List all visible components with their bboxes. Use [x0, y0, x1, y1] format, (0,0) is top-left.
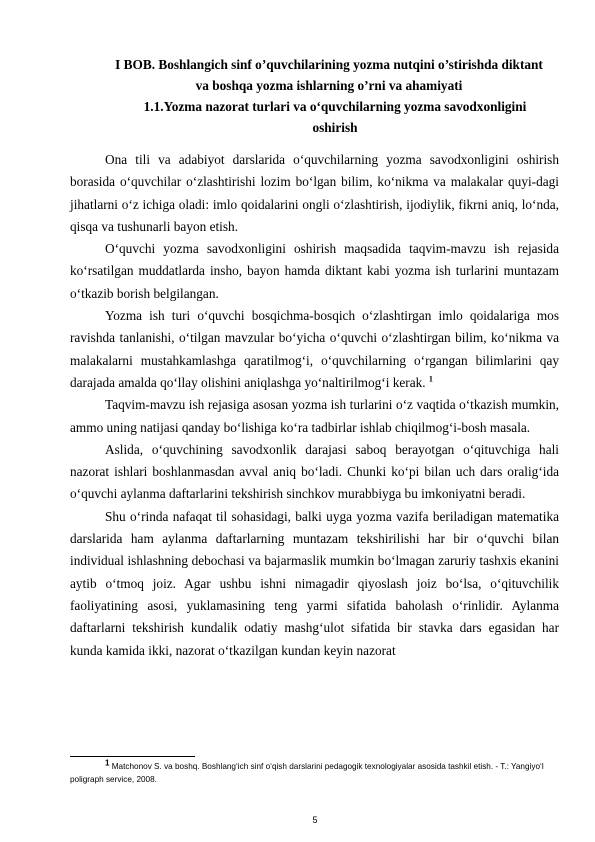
footnote-reference[interactable]: 1	[428, 374, 433, 384]
chapter-title	[88, 54, 570, 96]
page-number: 5	[312, 815, 318, 825]
section-title-line-1: 1.1.Yozma nazorat turlari va o‘quvchilarning yozma savodxonligini	[143, 99, 527, 114]
chapter-title-line-2: va boshqa yozma ishlarning o’rni va ahamiyati	[195, 78, 463, 93]
section-title	[100, 96, 570, 138]
chapter-title-line-1: I BOB. Boshlangich sinf o’quvchilarining yozma nutqini o’stirishda diktant	[115, 57, 543, 72]
paragraph: Shu o‘rinda nafaqat til sohasidagi, balki uyga yozma vazifa beriladigan matematika darslarida ham aylanma daftarlarning muntazam tekshirilishi har bir o‘quvchi bilan individual ishlashning debochasi va bajarmaslik mumkin bo‘lmagan zaruriy tashxis ekanini aytib o‘tmoq joiz. Agar ushbu ishni nimagadir qiyoslash joiz bo‘lsa, o‘qituvchilik faoliyatining asosi, yuklamasining teng yarmi sifatida baholash o‘rinlidir. Aylanma daftarlarni tekshirish kundalik odatiy mashg‘ulot sifatida bir stavka dars egasidan har kunda kamida ikki, nazorat o‘tkazilgan kundan keyin nazorat	[70, 508, 559, 658]
body-text	[70, 149, 559, 662]
paragraph: Aslida, o‘quvchining savodxonlik darajasi saboq berayotgan o‘qituvchiga hali nazorat ishlari boshlanmasdan avval aniq bo‘ladi. Chunki ko‘pi bilan uch dars oralig‘ida o‘quvchi aylanma daftarlarini tekshirish sinchkov murabbiyga bu imkoniyatni beradi.	[70, 441, 559, 502]
footnote	[70, 760, 559, 786]
footnote-text: Matchonov S. va boshq. Boshlang‘ich sinf o‘qish darslarini pedagogik texnologiyalar asosida tashkil etish. - T.: Yangiyo‘l poligraph service, 2008.	[70, 762, 544, 784]
footnote-marker: 1	[105, 758, 110, 768]
paragraph: Taqvim-mavzu ish rejasiga asosan yozma ish turlarini o‘z vaqtida o‘tkazish mumkin, ammo uning natijasi qanday bo‘lishiga ko‘ra tadbirlar ishlab chiqilmog‘i-bosh masala.	[70, 397, 559, 435]
paragraph-text: Yozma ish turi o‘quvchi bosqichma-bosqich o‘zlashtirgan imlo qoidalariga mos ravishda tanlanishi, o‘tilgan mavzular bo‘yicha o‘quvchi o‘zlashtirgan bilim, ko‘nikma va malakalarni mustahkamlashga qaratilmog‘i, o‘quvchilarning o‘rgangan bilimlarini qay darajada amalda qo‘llay olishini aniqlashga yo‘naltirilmog‘i kerak.	[70, 308, 559, 390]
paragraph: O‘quvchi yozma savodxonligini oshirish maqsadida taqvim-mavzu ish rejasida ko‘rsatilgan muddatlarda insho, bayon hamda diktant kabi yozma ish turlarini muntazam o‘tkazib borish belgilangan.	[70, 241, 559, 301]
section-title-line-2: oshirish	[312, 120, 358, 135]
paragraph: Ona tili va adabiyot darslarida o‘quvchilarning yozma savodxonligini oshirish borasida o‘quvchilar o‘zlashtirishi lozim bo‘lgan bilim, ko‘nikma va malakalar quyi-dagi jihatlarni o‘z ichiga oladi: imlo qoidalarini ongli o‘zlashtirish, ijodiylik, fikrni aniq, lo‘nda, qisqa va tushunarli bayon etish.	[70, 152, 559, 234]
paragraph	[70, 305, 559, 394]
footnote-divider	[70, 756, 195, 757]
